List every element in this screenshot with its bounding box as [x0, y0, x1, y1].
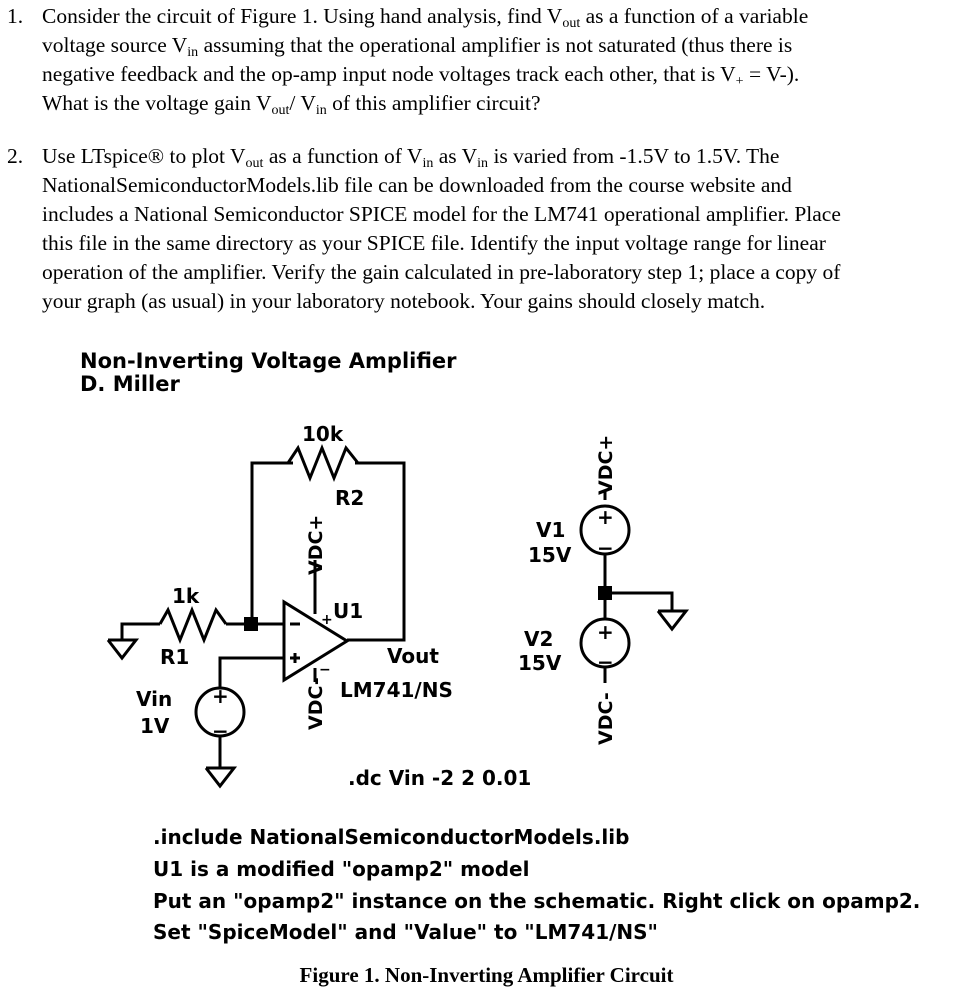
r1-resistor — [160, 610, 226, 640]
ground-icon — [108, 640, 136, 658]
r1-name: R1 — [160, 645, 190, 669]
question-line: Consider the circuit of Figure 1. Using hand analysis, find $V_{out}$ as a function of a variable — [42, 4, 809, 31]
v1-minus-sign: − — [597, 536, 614, 560]
r1-ground-wire — [122, 624, 160, 640]
v2-plus-sign: + — [597, 620, 614, 644]
question-line: negative feedback and the op-amp input node voltages track each other, that is $V_+ = V-$). — [42, 62, 800, 89]
note-line: Set "SpiceModel" and "Value" to "LM741/NS" — [153, 920, 658, 944]
note-line: Put an "opamp2" instance on the schematic. Right click on opamp2. — [153, 889, 921, 913]
r2-resistor — [288, 448, 358, 478]
subscript: out — [271, 103, 290, 118]
note-line: U1 is a modified "opamp2" model — [153, 857, 530, 881]
vdc-plus-label: VDC+ — [305, 514, 327, 575]
r2-name: R2 — [335, 486, 365, 510]
junction-node — [244, 617, 258, 631]
question-line: includes a National Semiconductor SPICE model for the LM741 operational amplifier. Place — [42, 202, 841, 226]
r1-value: 1k — [172, 584, 200, 608]
r2-value: 10k — [302, 422, 344, 446]
subscript: out — [245, 156, 264, 171]
u1-name: U1 — [333, 599, 364, 623]
vdc-minus-label: VDC- — [305, 677, 327, 730]
vin-plus-sign: + — [212, 684, 229, 708]
question-line: What is the voltage gain $V_{out}/$ $V_{in}$ of this amplifier circuit? — [42, 91, 541, 118]
ground-icon — [658, 611, 686, 629]
v2-minus-sign: − — [597, 650, 614, 674]
schematic-author: D. Miller — [80, 372, 180, 396]
ground-icon — [206, 768, 234, 786]
vout-label: Vout — [387, 644, 439, 668]
question-line: voltage source $V_{in}$ assuming that the operational amplifier is not saturated (thus there is — [42, 33, 793, 60]
subscript: in — [422, 156, 434, 171]
subscript: in — [477, 156, 489, 171]
vin-name: Vin — [136, 687, 173, 711]
subscript: in — [315, 103, 327, 118]
v1-vdc-plus-label: VDC+ — [595, 434, 617, 495]
question-line: your graph (as usual) in your laboratory notebook. Your gains should closely match. — [42, 289, 766, 313]
question-line: operation of the amplifier. Verify the gain calculated in pre-laboratory step 1; place a copy of — [42, 260, 841, 284]
opamp-vneg-sign: − — [319, 662, 331, 678]
vin-minus-sign: − — [212, 719, 229, 743]
opamp-vpos-sign: + — [321, 612, 333, 628]
vin-value: 1V — [140, 714, 170, 738]
u1-model: LM741/NS — [340, 678, 453, 702]
v2-value: 15V — [518, 651, 562, 675]
note-line: .include NationalSemiconductorModels.lib — [153, 825, 630, 849]
v2-vdc-minus-label: VDC- — [595, 692, 617, 745]
question-line: Use LTspice® to plot $V_{out}$ as a function of $V_{in}$ as $V_{in}$ is varied from -1.5V to 1.5V. The — [42, 144, 780, 171]
feedback-wire-left — [252, 463, 293, 625]
question-line: this file in the same directory as your SPICE file. Identify the input voltage range for linear — [42, 231, 826, 255]
v2-name: V2 — [524, 627, 554, 651]
v1-value: 15V — [528, 543, 572, 567]
subscript: in — [187, 45, 199, 60]
figure-caption: Figure 1. Non-Inverting Amplifier Circuit — [299, 963, 674, 987]
vin-wire-top — [220, 658, 284, 689]
subscript: + — [735, 74, 744, 89]
schematic-title: Non-Inverting Voltage Amplifier — [80, 349, 457, 373]
question-number: 2. — [7, 144, 24, 168]
question-number: 1. — [7, 4, 24, 28]
dc-directive: .dc Vin -2 2 0.01 — [348, 766, 532, 790]
supply-ground-wire — [605, 593, 672, 611]
question-line: NationalSemiconductorModels.lib file can be downloaded from the course website and — [42, 173, 792, 197]
v1-name: V1 — [536, 518, 566, 542]
v1-plus-sign: + — [597, 505, 614, 529]
subscript: out — [562, 16, 581, 31]
